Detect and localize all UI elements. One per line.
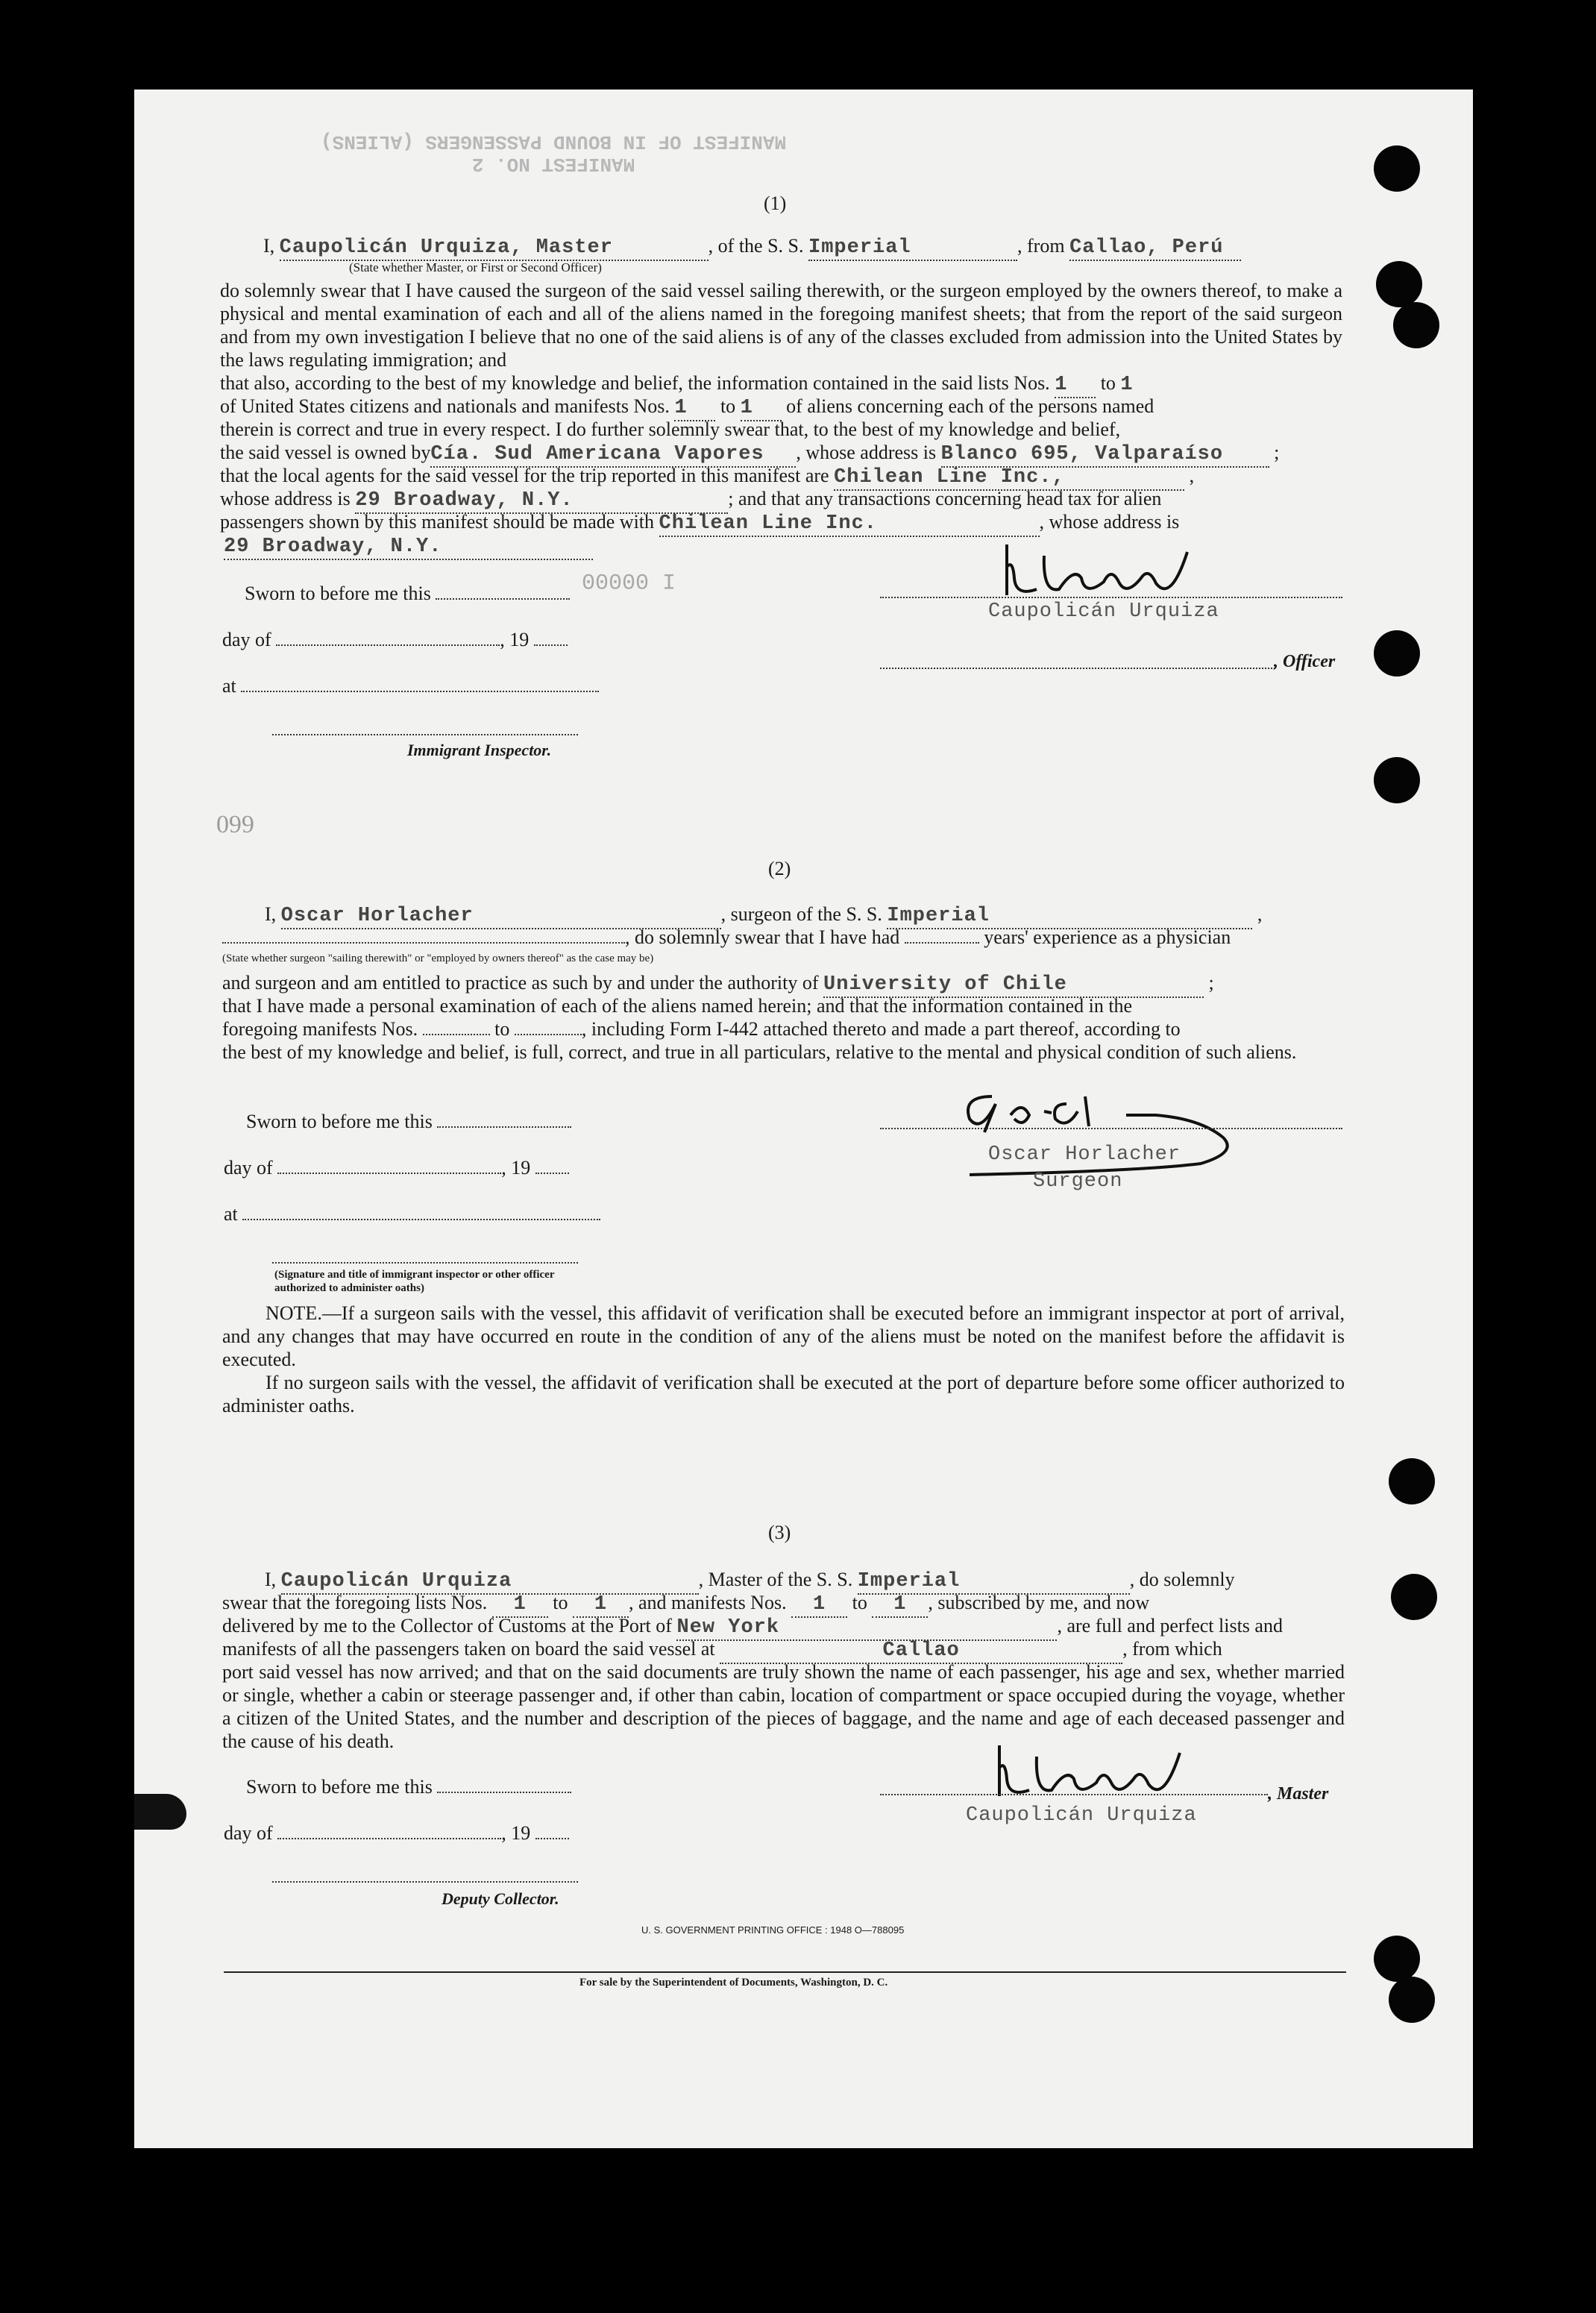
agents-address: 29 Broadway, N.Y.: [355, 489, 728, 514]
section3-lists-from: 1: [492, 1592, 548, 1618]
lists-to: 1: [1120, 374, 1134, 396]
section2-vessel: Imperial: [887, 904, 1252, 929]
manifests-from: 1: [674, 396, 715, 421]
section2-authority-line: and surgeon and am entitled to practice as such by and under the authority of University of Chile ;: [222, 971, 1214, 998]
section2-surgeon-note: (State whether surgeon "sailing therewith" or "employed by owners thereof" as the case may be): [222, 952, 654, 964]
surgeon-signer-name: Oscar Horlacher: [988, 1143, 1181, 1166]
note-paragraph: NOTE.—If a surgeon sails with the vessel, this affidavit of verification shall be executed before an immigrant inspector at port of arrival, and any changes that may have occurred en route in the condition of any of the aliens must be noted on the manifest before the affidavit is executed.: [222, 1302, 1345, 1370]
master-signer-name: Caupolicán Urquiza: [988, 600, 1219, 623]
surgeon-signer-title: Surgeon: [1033, 1170, 1123, 1193]
binder-hole: [1374, 630, 1420, 677]
binder-hole: [1374, 757, 1420, 803]
master-signature: [992, 537, 1238, 604]
section1-number: (1): [764, 192, 787, 214]
immigrant-inspector-label: Immigrant Inspector.: [407, 741, 552, 759]
section3-master: Caupolicán Urquiza: [281, 1569, 699, 1595]
section3-vessel: Imperial: [858, 1569, 1130, 1595]
headtax-agent: Chilean Line Inc.: [659, 512, 1040, 537]
section1-line-correct: therein is correct and true in every respect. I do further solemnly swear that, to the best of my knowledge and belief,: [220, 418, 1121, 440]
header-stamp: [321, 131, 786, 175]
manifests-to: 1: [741, 396, 782, 421]
binder-hole: [1393, 302, 1439, 348]
section3-man-from: 1: [791, 1592, 847, 1618]
section1-lists-line: that also, according to the best of my knowledge and belief, the information contained in the said lists Nos. 1 to 1: [220, 371, 1134, 398]
headtax-address: 29 Broadway, N.Y.: [224, 535, 593, 560]
binder-hole: [1374, 1936, 1420, 1982]
section3-lists-line: swear that the foregoing lists Nos. 1 to 1 , and manifests Nos. 1 to 1 , subscribed by me, and now: [222, 1591, 1149, 1618]
page-mark: 660: [216, 810, 254, 838]
deputy-collector-label: Deputy Collector.: [442, 1889, 559, 1908]
section2-line1: I, Oscar Horlacher , surgeon of the S. S. Imperial ,: [265, 903, 1262, 929]
section2-sworn: Sworn to before me this: [246, 1110, 571, 1134]
agents: Chilean Line Inc.,: [834, 465, 1184, 491]
header-stamp-line1: MANIFEST NO. 2: [471, 153, 635, 175]
section3-lists-to: 1: [573, 1592, 629, 1618]
section3-sworn: Sworn to before me this: [246, 1775, 571, 1799]
section1-rank-note: (State whether Master, or First or Second Officer): [349, 260, 602, 274]
lists-from: 1: [1055, 373, 1096, 398]
binder-hole: [1389, 1977, 1435, 2023]
arrival-port: New York: [676, 1616, 1057, 1641]
surgeon-name: Oscar Horlacher: [281, 904, 721, 929]
gpo-imprint: U. S. GOVERNMENT PRINTING OFFICE : 1948 O—788095: [641, 1924, 905, 1936]
section2-paragraph-end: the best of my knowledge and belief, is full, correct, and true in all particulars, relative to the mental and physical condition of such aliens.: [222, 1041, 1297, 1063]
section2-line-exam: that I have made a personal examination of each of the aliens named herein; and that the information contained in the: [222, 995, 1133, 1017]
section1-sworn: Sworn to before me this: [245, 582, 570, 606]
section1-agents-line: that the local agents for the said vessel for the trip reported in this manifest are Chilean Line Inc., ,: [220, 464, 1194, 491]
section1-paragraph: do solemnly swear that I have caused the surgeon of the said vessel sailing therewith, or the surgeon employed by the owners thereof, to make a physical and mental examination of each and all of the aliens named in the foregoing manifest sheets; that from the report of the said surgeon and from my own investigation I believe that no one of the said aliens is of any of the classes excluded from admission into the United States by the laws regulating immigration; and: [220, 280, 1342, 371]
binder-hole: [1376, 261, 1422, 307]
section3-number: (3): [768, 1522, 791, 1543]
sale-notice: For sale by the Superintendent of Documents, Washington, D. C.: [579, 1977, 888, 1989]
section3-port-line: delivered by me to the Collector of Customs at the Port of New York , are full and perfect lists and: [222, 1614, 1283, 1641]
section1-at: at: [222, 674, 599, 698]
master-name: Caupolicán Urquiza, Master: [280, 236, 709, 261]
section2-line2: , do solemnly swear that I have had years' experience as a physician: [222, 926, 1231, 950]
section2-manifests-line: foregoing manifests Nos. to , including Form I-442 attached thereto and made a part thereof, according to: [222, 1018, 1181, 1040]
note-paragraph-2: If no surgeon sails with the vessel, the affidavit of verification shall be executed at the port of departure before some officer authorized to administer oaths.: [222, 1372, 1345, 1416]
torn-edge: [134, 1794, 186, 1830]
owner-address: Blanco 695, Valparaíso: [941, 442, 1269, 468]
section1-day: day of , 19: [222, 628, 568, 652]
section1-headtax-line: passengers shown by this manifest should be made with Chilean Line Inc. , whose address is: [220, 510, 1179, 537]
section1-manifests-line: of United States citizens and nationals and manifests Nos. 1 to 1 of aliens concerning each of the persons named: [220, 395, 1154, 421]
binder-hole: [1374, 145, 1420, 192]
binder-hole: [1389, 1458, 1435, 1504]
section2-day: day of , 19: [224, 1156, 569, 1180]
section2-at: at: [224, 1202, 600, 1226]
section3-day: day of , 19: [224, 1821, 569, 1845]
section3-man-to: 1: [872, 1592, 928, 1618]
section1-line1: I, Caupolicán Urquiza, Master , of the S. S. Imperial , from Callao, Perú: [263, 234, 1241, 261]
footer-rule: [224, 1971, 1346, 1973]
section2-number: (2): [768, 858, 791, 879]
section3-signer-name: Caupolicán Urquiza: [966, 1804, 1197, 1827]
from-port: Callao, Perú: [1069, 236, 1241, 261]
owner: Cía. Sud Americana Vapores: [430, 442, 796, 468]
header-stamp-line2: MANIFEST OF IN BOUND PASSENGERS (ALIENS): [321, 131, 787, 153]
section1-headtax-address: [224, 533, 593, 560]
section3-line1: I, Caupolicán Urquiza , Master of the S. S. Imperial , do solemnly: [265, 1568, 1235, 1595]
section3-departure-line: manifests of all the passengers taken on board the said vessel at Callao , from which: [222, 1637, 1222, 1664]
section1-agents-address-line: whose address is 29 Broadway, N.Y. ; and that any transactions concerning head tax for alien: [220, 487, 1161, 514]
section1-owner-line: the said vessel is owned byCía. Sud Americana Vapores , whose address is Blanco 695, Valparaíso ;: [220, 441, 1279, 468]
margin-stamp: I 00000: [582, 567, 676, 592]
departure-port: Callao: [720, 1639, 1122, 1664]
vessel-name: Imperial: [808, 236, 1017, 261]
binder-hole: [1391, 1574, 1437, 1620]
license-authority: University of Chile: [823, 973, 1204, 998]
section2-sig-note: (Signature and title of immigrant inspector or other officer authorized to administer oaths): [274, 1269, 555, 1294]
officer-label: , Officer: [1274, 652, 1336, 671]
section3-paragraph: port said vessel has now arrived; and that on the said documents are truly shown the name of each passenger, his age and sex, whether married or single, whether a cabin or steerage passenger and, if other than cabin, location of compartment or space occupied during the voyage, whether a citizen of the United States, and the number and description of the pieces of baggage, and the name and age of each deceased passenger and the cause of his death.: [222, 1661, 1345, 1752]
master-label: , Master: [1268, 1784, 1329, 1804]
